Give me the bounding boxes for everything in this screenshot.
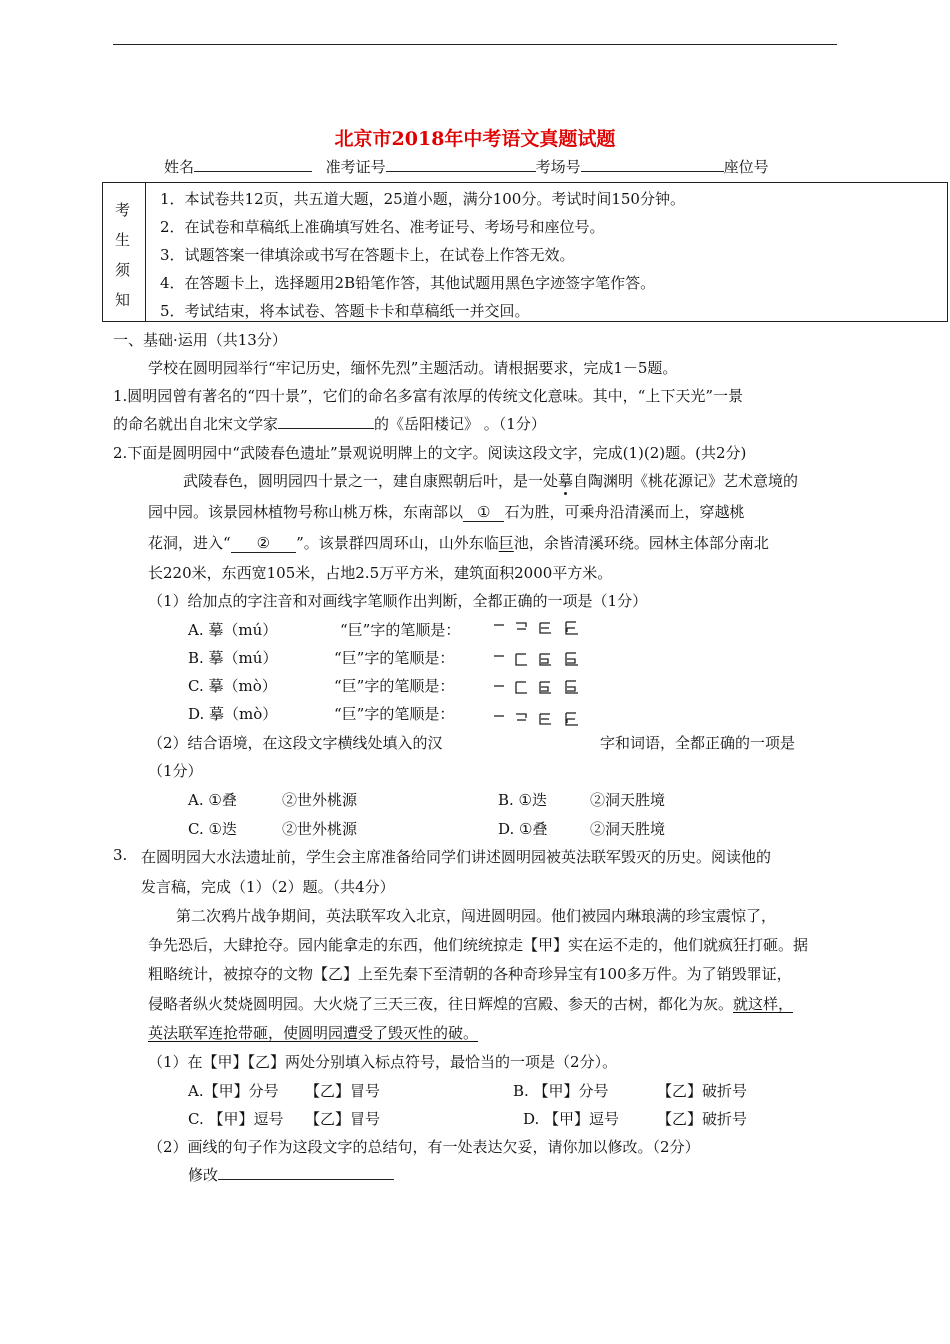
stroke-order-diagram-d [490,706,590,728]
q2-blank-2[interactable]: ② [231,534,296,553]
stroke-order-diagram-b [490,648,590,670]
q3-passage-line [148,1022,478,1043]
q3-passage-line: 粗略统计，被掠夺的文物【乙】上至先秦下至清朝的各种奇珍异宝有100多万件。为了销毁罪证， [148,965,792,983]
q1-line2-pre: 的命名就出自北宋文学家 [113,415,279,433]
q2-passage-line: 长220米，东西宽105米，占地2.5万平方米，建筑面积2000平方米。 [148,564,613,582]
option-label: D. 摹（mò） [188,705,278,723]
q2-text: 石为胜，可乘舟沿清溪而上，穿越桃 [504,503,745,521]
q2-text: 花洞，进入“ [148,534,231,552]
notice-item: 5．考试结束，将本试卷、答题卡卡和草稿纸一并交回。 [160,302,530,320]
stroke-order-diagram-a [490,617,590,639]
q3-text: 侵略者纵火焚烧圆明园。大火烧了三天三夜，往日辉煌的宫殿、参天的古树，都化为灰。 [148,995,734,1013]
q3-stem: 在圆明园大水法遗址前，学生会主席准备给同学们讲述圆明园被英法联军毁灭的历史。阅读他的 [141,848,772,866]
name-label: 姓名 [164,158,195,176]
q2-text: 园中园。该景园林植物号称山桃万株，东南部以 [148,503,464,521]
q3-stem: 发言稿，完成（1）（2）题。（共4分） [141,878,395,896]
section-heading: 一、基础·运用（共13分） [113,331,287,349]
q2-stem: 2.下面是圆明园中“武陵春色遗址”景观说明牌上的文字。阅读这段文字，完成(1)(2)题。(共2分) [113,444,747,462]
seat-label: 座位号 [723,158,769,176]
q3-revise-line [188,1164,394,1185]
room-field[interactable] [581,157,724,172]
option-label: B. 【甲】分号 [513,1082,609,1100]
header-rule [113,44,837,45]
q2-option2-a[interactable] [188,789,237,810]
q3-underlined-text: 英法联军连抢带砸，使圆明园遭受了毁灭性的破。 [148,1024,479,1042]
q2-option2-b[interactable] [498,789,547,810]
option-label: A. 摹（mú） [188,621,278,639]
q2-text: ”。该景群四周环山，山外东临 [296,534,499,552]
q3-passage-line: 争先恐后，大肆抢夺。园内能拿走的东西，他们统统掠走【甲】实在运不走的，他们就疯狂打砸。据 [148,936,809,954]
stroke-order-text: “巨”字的笔顺是： [334,649,455,667]
q2-option-c[interactable] [188,675,277,696]
q2-sub2: （2）结合语境，在这段文字横线处填入的汉 [148,734,443,752]
q3-option-c[interactable] [188,1108,283,1129]
notice-item: 2．在试卷和草稿纸上准确填写姓名、准考证号、考场号和座位号。 [160,218,605,236]
option-label: C. 摹（mò） [188,677,277,695]
q2-passage-line [183,470,798,491]
q3-number: 3. [113,846,128,864]
q1-line2 [113,413,546,434]
q2-option2-b-word: ②洞天胜境 [590,791,666,809]
option-label: A.【甲】分号 [188,1082,279,1100]
stroke-order-text: “巨”字的笔顺是： [334,677,455,695]
section-intro: 学校在圆明园举行“牢记历史，缅怀先烈”主题活动。请根据要求，完成1－5题。 [148,359,678,377]
q3-option-a-b: 【乙】冒号 [305,1082,381,1100]
q1-line1: 1.圆明园曾有著名的“四十景”，它们的命名多富有浓厚的传统文化意味。其中，“上下天光”一景 [113,387,743,405]
room-label: 考场号 [535,158,581,176]
notice-head-char: 知 [115,291,131,309]
q2-option2-d[interactable] [498,818,547,839]
q2-text: 武陵春色，圆明园四十景之一，建自康熙朝后叶，是一处 [183,472,559,490]
q2-option-a[interactable] [188,619,277,640]
notice-item: 1．本试卷共12页，共五道大题，25道小题，满分100分。考试时间150分钟。 [160,190,685,208]
option-label: D. ①叠 [498,820,548,838]
option-label: B. 摹（mú） [188,649,278,667]
q3-passage-line [148,993,793,1014]
q3-passage-line: 第二次鸦片战争期间，英法联军攻入北京，闯进圆明园。他们被园内琳琅满的珍宝震惊了， [176,907,777,925]
q1-line2-post: 的《岳阳楼记》 。（1分） [374,415,546,433]
q3-option-c-b: 【乙】冒号 [305,1110,381,1128]
q2-option2-d-word: ②洞天胜境 [590,820,666,838]
notice-head-char: 生 [115,231,131,249]
exam-no-label: 准考证号 [325,158,386,176]
option-label: C. 【甲】逗号 [188,1110,284,1128]
stroke-order-diagram-c [490,676,590,698]
q2-text: 自陶渊明《桃花源记》艺术意境的 [573,472,799,490]
q2-dotted-char: 摹 [558,472,574,490]
q2-option2-c[interactable] [188,818,237,839]
option-label: A. ①叠 [188,791,237,809]
notice-head-char: 考 [115,201,131,219]
notice-item: 3．试题答案一律填涂或书写在答题卡上，在试卷上作答无效。 [160,246,575,264]
q1-answer-blank[interactable] [278,414,374,429]
q2-option-b[interactable] [188,647,277,668]
q2-passage-line [148,532,769,553]
q2-sub2-cont: 字和词语，全都正确的一项是 [600,734,796,752]
q2-option2-a-word: ②世外桃源 [282,791,358,809]
page-title: 北京市2018年中考语文真题试题 [334,128,616,150]
q3-sub1: （1）在【甲】【乙】两处分别填入标点符号，最恰当的一项是（2分）。 [148,1053,618,1071]
name-field[interactable] [194,157,312,172]
q2-sub2-points: （1分） [148,762,203,780]
q2-blank-1[interactable]: ① [463,503,504,522]
q2-passage-line [148,501,744,522]
option-label: C. ①迭 [188,820,237,838]
info-line [164,156,769,177]
exam-no-field[interactable] [386,157,536,172]
q3-option-d-b: 【乙】破折号 [657,1110,748,1128]
q2-sub1: （1）给加点的字注音和对画线字笔顺作出判断，全都正确的一项是（1分） [148,592,648,610]
stroke-order-text: “巨”字的笔顺是： [340,621,461,639]
notice-head [103,183,146,321]
q2-underlined-char: 巨 [498,534,514,552]
q3-option-a[interactable] [188,1080,279,1101]
q2-text: 池，余皆清溪环绕。园林主体部分南北 [513,534,769,552]
option-label: D. 【甲】逗号 [523,1110,620,1128]
q2-option2-c-word: ②世外桃源 [282,820,358,838]
q3-option-b-b: 【乙】破折号 [657,1082,748,1100]
q2-option-d[interactable] [188,703,277,724]
option-label: B. ①迭 [498,791,548,809]
notice-item: 4．在答题卡上，选择题用2B铅笔作答，其他试题用黑色字迹签字笔作答。 [160,274,656,292]
exam-notice-box [102,182,948,322]
stroke-order-text: “巨”字的笔顺是： [334,705,455,723]
q3-sub2: （2）画线的句子作为这段文字的总结句，有一处表达欠妥，请你加以修改。（2分） [148,1138,700,1156]
notice-head-char: 须 [115,261,131,279]
q3-option-b[interactable] [513,1080,609,1101]
q3-option-d[interactable] [523,1108,619,1129]
revise-answer-blank[interactable] [218,1165,394,1180]
revise-label: 修改 [188,1166,219,1184]
q3-underlined-text: 就这样， [733,995,794,1013]
